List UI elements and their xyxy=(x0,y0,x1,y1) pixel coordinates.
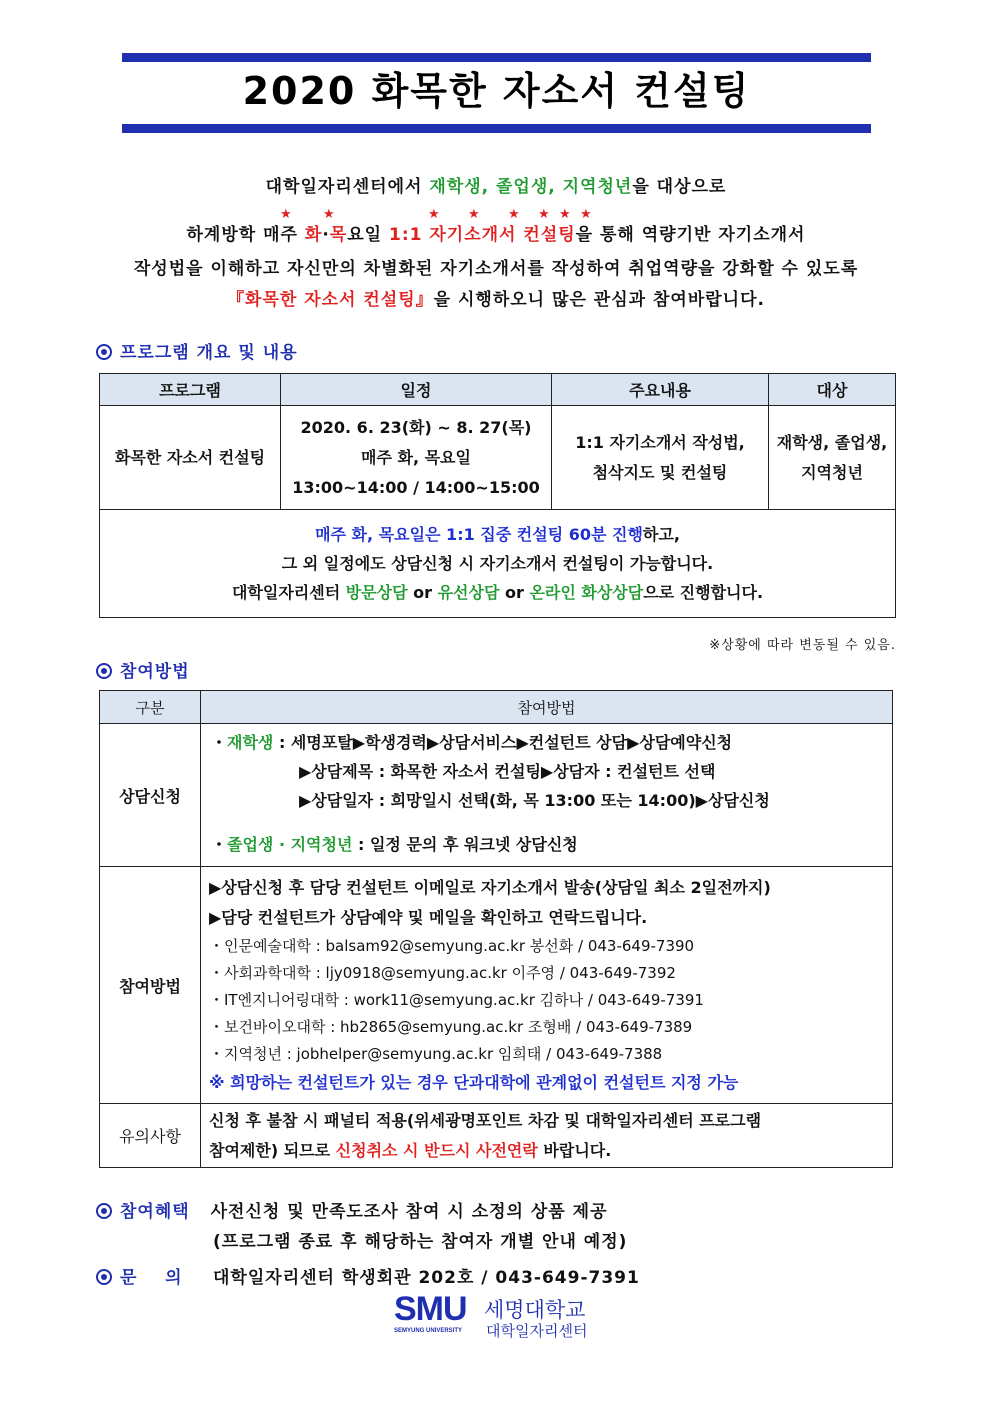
logo-sub: SEMYUNG UNIVERSITY xyxy=(394,1328,463,1334)
consultant-note: ※ 희망하는 컨설턴트가 있는 경우 단과대학에 관계없이 컨설턴트 지정 가능 xyxy=(209,1073,739,1092)
content-line: 1:1 자기소개서 작성법, xyxy=(575,432,745,452)
notice-text: or xyxy=(499,583,530,602)
table-row xyxy=(100,406,896,510)
change-notice: ※상황에 따라 변동될 수 있음. xyxy=(709,638,896,653)
intro-line-4 xyxy=(40,285,952,310)
contact-line: ・IT엔지니어링대학 : work11@semyung.ac.kr 김하나 / 043-649-7391 xyxy=(209,991,704,1009)
section-label: 프로그램 개요 및 내용 xyxy=(120,343,298,363)
intro-day: 화 xyxy=(304,225,323,245)
notice-line: 그 외 일정에도 상담신청 시 자기소개서 컨설팅이 가능합니다. xyxy=(281,554,714,573)
target-bullet-icon xyxy=(96,1269,112,1285)
notice-method: 방문상담 xyxy=(345,583,408,602)
intro-text: 을 시행하오니 많은 관심과 참여바랍니다. xyxy=(433,290,765,310)
table-header: 참여방법 xyxy=(201,691,893,724)
intro-line-2 xyxy=(40,220,952,245)
page-title: 2020 화목한 자소서 컨설팅 xyxy=(242,69,751,113)
bottom-rule xyxy=(122,124,871,133)
schedule-line: 13:00~14:00 / 14:00~15:00 xyxy=(292,477,540,497)
target-bullet-icon xyxy=(96,1203,112,1219)
content-cell xyxy=(552,406,769,510)
notice-method: 유선상담 xyxy=(437,583,500,602)
star-icon: ★ xyxy=(508,207,520,222)
caution-cell xyxy=(201,1104,893,1168)
inquiry-text: 대학일자리센터 학생회관 202호 / 043-649-7391 xyxy=(213,1268,640,1288)
intro-highlight: 1:1 자기소개서 컨설팅 xyxy=(388,225,576,245)
star-icon: ★ xyxy=(428,207,440,222)
contact-line: ・사회과학대학 : ljy0918@semyung.ac.kr 이주영 / 043-649-7392 xyxy=(209,964,676,982)
bullet-dot: ・ xyxy=(211,733,228,752)
table-header: 주요내용 xyxy=(552,374,769,406)
notice-highlight: 매주 화, 목요일은 1:1 집중 컨설팅 60분 진행 xyxy=(315,525,643,544)
star-icon: ★ xyxy=(559,207,571,222)
schedule-line: 2020. 6. 23(화) ~ 8. 27(목) xyxy=(300,417,532,437)
benefit-subtext: (프로그램 종료 후 해당하는 참여자 개별 안내 예정) xyxy=(213,1232,628,1252)
notice-line xyxy=(101,578,894,607)
notice-cell xyxy=(100,510,896,618)
caution-line: 신청 후 불참 시 패널티 적용(위세광명포인트 차감 및 대학일자리센터 프로그램 xyxy=(209,1110,762,1130)
row-label: 유의사항 xyxy=(100,1104,201,1168)
caution-line xyxy=(209,1136,891,1166)
bullet-dot: ・ xyxy=(211,835,228,854)
top-rule xyxy=(122,53,871,62)
apply-cell xyxy=(201,724,893,867)
table-row xyxy=(100,867,893,1104)
target-bullet-icon xyxy=(96,344,112,360)
table-header: 일정 xyxy=(281,374,552,406)
notice-text: 으로 진행합니다. xyxy=(643,583,764,602)
apply-line: ▶상담제목 : 화목한 자소서 컨설팅▶상담자 : 컨설턴트 선택 xyxy=(299,762,716,781)
caution-highlight: 신청취소 시 반드시 사전연락 xyxy=(335,1140,538,1160)
intro-text: 을 통해 역량기반 자기소개서 xyxy=(575,225,806,245)
intro-program-name: 『화목한 자소서 컨설팅』 xyxy=(227,290,434,310)
logo-name: 세명대학교 xyxy=(484,1298,586,1322)
target-cell xyxy=(769,406,896,510)
participation-table xyxy=(99,690,893,1168)
schedule-line: 매주 화, 목요일 xyxy=(361,447,471,467)
star-icon: ★ xyxy=(323,207,335,222)
section-heading-participation xyxy=(96,657,190,682)
notice-text: 하고, xyxy=(642,525,680,544)
apply-audience: 재학생 xyxy=(227,733,274,752)
target-bullet-icon xyxy=(96,663,112,679)
notice-method: 온라인 화상상담 xyxy=(529,583,644,602)
intro-text: 대학일자리센터에서 xyxy=(265,177,430,197)
apply-audience: 졸업생 · 지역청년 xyxy=(227,835,353,854)
program-table xyxy=(99,373,896,618)
notice-line xyxy=(101,520,894,549)
program-cell: 화목한 자소서 컨설팅 xyxy=(100,406,281,510)
logo-dept: 대학일자리센터 xyxy=(486,1322,588,1340)
table-row xyxy=(100,510,896,618)
intro-day: 목 xyxy=(329,225,348,245)
logo-mark: SMU xyxy=(394,1290,467,1328)
contact-line: ・인문예술대학 : balsam92@semyung.ac.kr 봉선화 / 043-649-7390 xyxy=(209,937,695,955)
method-line: ▶상담신청 후 담당 컨설턴트 이메일로 자기소개서 발송(상담일 최소 2일전까지) xyxy=(209,878,771,897)
notice-text: 대학일자리센터 xyxy=(231,583,346,602)
star-icon: ★ xyxy=(468,207,480,222)
method-cell xyxy=(201,867,893,1104)
star-icon: ★ xyxy=(280,207,292,222)
inquiry-section xyxy=(96,1263,183,1288)
target-line: 지역청년 xyxy=(801,462,863,482)
apply-line: ▶상담일자 : 희망일시 선택(화, 목 13:00 또는 14:00)▶상담신청 xyxy=(299,791,770,810)
table-header-row xyxy=(100,374,896,406)
table-header: 프로그램 xyxy=(100,374,281,406)
table-header: 대상 xyxy=(769,374,896,406)
table-row xyxy=(100,1104,893,1168)
intro-text: 하계방학 매주 xyxy=(186,225,305,245)
benefit-text: 사전신청 및 만족도조사 참여 시 소정의 상품 제공 xyxy=(210,1202,608,1222)
section-label: 참여방법 xyxy=(120,662,190,682)
university-logo xyxy=(394,1291,624,1339)
apply-text: : 세명포탈▶학생경력▶상담서비스▶컨설턴트 상담▶상담예약신청 xyxy=(273,733,733,752)
caution-text: 바랍니다. xyxy=(537,1140,612,1160)
contact-line: ・보건바이오대학 : hb2865@semyung.ac.kr 조형배 / 043-649-7389 xyxy=(209,1018,693,1036)
row-label: 상담신청 xyxy=(100,724,201,867)
benefit-section xyxy=(96,1197,608,1222)
row-label: 참여방법 xyxy=(100,867,201,1104)
notice-text: or xyxy=(407,583,438,602)
intro-text: 을 대상으로 xyxy=(632,177,727,197)
apply-line xyxy=(211,830,891,859)
star-icon: ★ xyxy=(538,207,550,222)
table-row xyxy=(100,724,893,867)
section-heading-overview xyxy=(96,338,298,363)
apply-text: : 일정 문의 후 워크넷 상담신청 xyxy=(352,835,578,854)
inquiry-label: 문 의 xyxy=(96,1268,183,1288)
benefit-label: 참여혜택 xyxy=(96,1202,190,1222)
intro-dot: · xyxy=(322,225,330,245)
table-header-row xyxy=(100,691,893,724)
intro-text: 요일 xyxy=(347,225,389,245)
contact-line: ・지역청년 : jobhelper@semyung.ac.kr 임희태 / 043-649-7388 xyxy=(209,1045,663,1063)
table-header: 구분 xyxy=(100,691,201,724)
caution-text: 참여제한) 되므로 xyxy=(209,1140,336,1160)
intro-line-1 xyxy=(40,172,952,197)
schedule-cell xyxy=(281,406,552,510)
apply-line xyxy=(211,728,891,757)
intro-target: 재학생, 졸업생, 지역청년 xyxy=(429,177,633,197)
content-line: 첨삭지도 및 컨설팅 xyxy=(592,462,728,482)
target-line: 재학생, 졸업생, xyxy=(776,432,888,452)
star-icon: ★ xyxy=(580,207,592,222)
method-line: ▶담당 컨설턴트가 상담예약 및 메일을 확인하고 연락드립니다. xyxy=(209,908,648,927)
intro-line-3: 작성법을 이해하고 자신만의 차별화된 자기소개서를 작성하여 취업역량을 강화할 수 있도록 xyxy=(133,259,859,279)
